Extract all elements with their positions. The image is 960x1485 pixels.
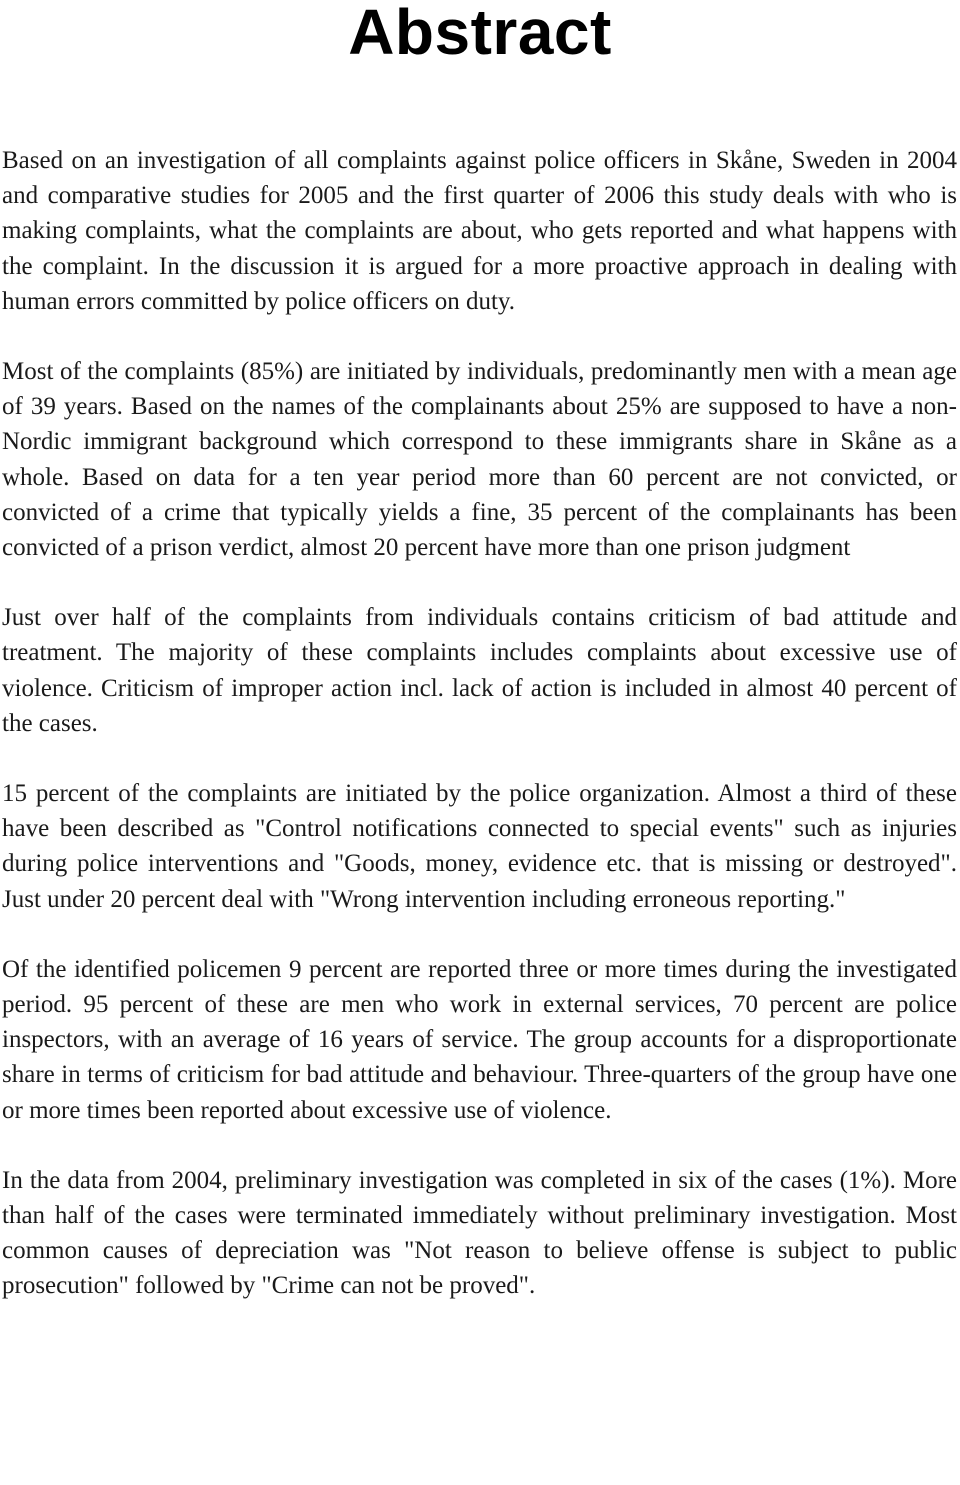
paragraph-3: Just over half of the complaints from individuals contains criticism of bad attitude and treatment. The majority of these complaints includes complaints about excessive use of violence. Criticism of improper action incl. lack of action is included in almost 40 percent of the cases. xyxy=(2,604,957,737)
page-title: Abstract xyxy=(348,0,612,68)
paragraph-6: In the data from 2004, preliminary investigation was completed in six of the cases (1%). More than half of the cases were terminated immediately without preliminary investigation. Most common causes of depreciation was "Not reason to believe offense is subject to public prosecution" followed by "Crime can not be proved". xyxy=(2,1166,957,1300)
paragraph-5: Of the identified policemen 9 percent are reported three or more times during the investigated period. 95 percent of these are men who work in external services, 70 percent are police inspectors, with an average of 16 years of service. The group accounts for a disproportionate share in terms of criticism for bad attitude and behaviour. Three-quarters of the group have one or more times been reported about excessive use of violence. xyxy=(2,955,957,1124)
abstract-body xyxy=(2,143,957,1304)
paragraph-1: Based on an investigation of all complaints against police officers in Skåne, Sweden in 2004 and comparative studies for 2005 and the first quarter of 2006 this study deals with who is making complaints, what the complaints are about, who gets reported and what happens with the complaint. In the discussion it is argued for a more proactive approach in dealing with human errors committed by police officers on duty. xyxy=(2,147,957,315)
paragraph-4: 15 percent of the complaints are initiated by the police organization. Almost a third of these have been described as "Control notifications connected to special events" such as injuries during police interventions and "Goods, money, evidence etc. that is missing or destroyed". Just under 20 percent deal with "Wrong intervention including erroneous reporting." xyxy=(2,780,957,913)
paragraph-2: Most of the complaints (85%) are initiated by individuals, predominantly men with a mean age of 39 years. Based on the names of the complainants about 25% are supposed to have a non-Nordic immigrant background which correspond to these immigrants share in Skåne as a whole. Based on data for a ten year period more than 60 percent are not convicted, or convicted of a crime that typically yields a fine, 35 percent of the complainants has been convicted of a prison verdict, almost 20 percent have more than one prison judgment xyxy=(2,358,957,562)
